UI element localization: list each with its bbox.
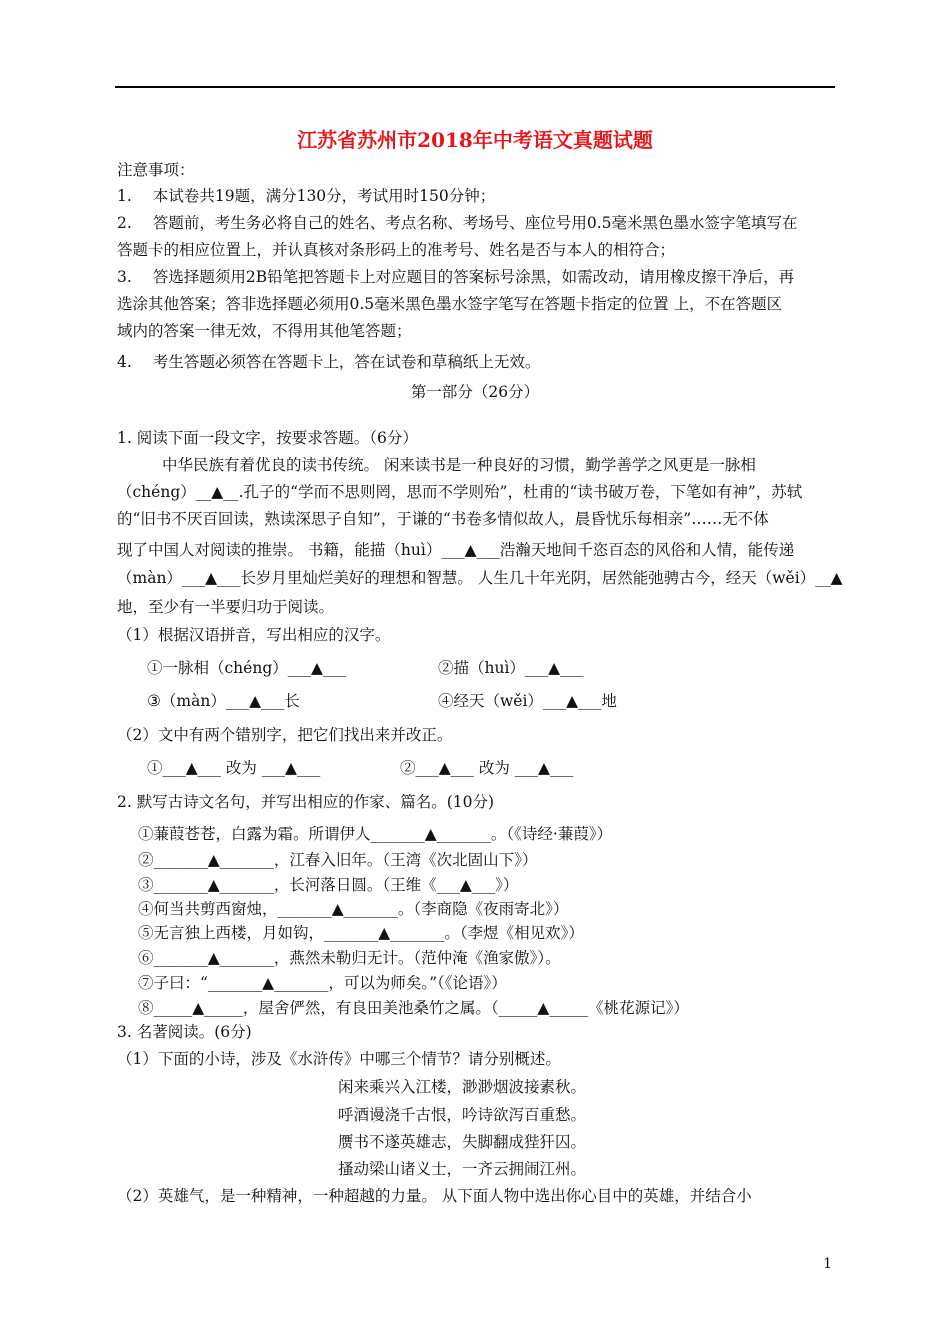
q1-passage-line: （chéng）__▲__.孔子的“学而不思则罔，思而不学则殆”，杜甫的“读书破万卷，下笔如有神”，苏轼 <box>117 483 803 501</box>
q1-passage-line: 地，至少有一半要归功于阅读。 <box>117 598 335 616</box>
q3-poem-line: 闲来乘兴入江楼，渺渺烟波接素秋。 <box>338 1078 587 1096</box>
part1-heading: 第一部分（26分） <box>410 383 540 401</box>
header-rule <box>115 86 835 88</box>
notice-text: 答选择题须用2B铅笔把答题卡上对应题目的答案标号涂黑，如需改动，请用橡皮擦干净后，再 <box>152 268 795 286</box>
notice-text: 答题卡的相应位置上，并认真核对条形码上的准考号、姓名是否与本人的相符合； <box>117 241 676 259</box>
q1-sub1-answer: ②描（huì）___▲___ <box>438 659 584 677</box>
q3-stem: 3. 名著阅读。(6分) <box>117 1023 252 1041</box>
q2-line: ⑧_____▲_____，屋舍俨然，有良田美池桑竹之属。（_____▲_____《桃花源记》） <box>138 999 689 1017</box>
q3-poem-line: 呼酒谩浇千古恨，吟诗欲泻百重愁。 <box>338 1106 587 1124</box>
q1-sub1-prompt: （1）根据汉语拼音，写出相应的汉字。 <box>117 626 391 644</box>
notice-num: 3. <box>117 268 132 286</box>
notice-text: 域内的答案一律无效，不得用其他笔答题； <box>117 322 412 340</box>
q1-sub1-answer: ③（màn）___▲___长 <box>147 692 300 710</box>
q1-passage-line: （màn）___▲___长岁月里灿烂美好的理想和智慧。 人生几十年光阴，居然能弛骋古今，经天（wěi）__▲ <box>117 569 843 587</box>
notice-heading: 注意事项： <box>117 161 195 179</box>
page-title: 江苏省苏州市2018年中考语文真题试题 <box>297 128 653 152</box>
q1-sub2-answer: ①___▲___ 改为 ___▲___ <box>147 759 321 777</box>
q2-line: ③_______▲_______，长河落日圆。（王维《___▲___》） <box>138 876 519 894</box>
notice-text: 答题前，考生务必将自己的姓名、考点名称、考场号、座位号用0.5毫米黑色墨水签字笔填写在 <box>152 214 798 232</box>
q1-sub1-answer: ①一脉相（chéng）___▲___ <box>147 659 347 677</box>
q2-line: ⑤无言独上西楼，月如钩，_______▲_______。（李煜《相见欢》） <box>138 924 584 942</box>
q1-sub2-answer: ②___▲___ 改为 ___▲___ <box>400 759 574 777</box>
notice-text: 选涂其他答案；答非选择题必须用0.5毫米黑色墨水签字笔写在答题卡指定的位置 上，不在答题区 <box>117 295 783 313</box>
q2-line: ⑦子曰：“_______▲_______，可以为师矣。”（《论语》） <box>138 974 507 992</box>
q2-line: ④何当共剪西窗烛，_______▲_______。（李商隐《夜雨寄北》） <box>138 900 569 918</box>
q1-passage-line: 中华民族有着优良的读书传统。 闲来读书是一种良好的习惯，勤学善学之风更是一脉相 <box>162 456 756 474</box>
notice-num: 1. <box>117 187 132 205</box>
q1-passage-line: 现了中国人对阅读的推崇。 书籍，能描（huì）___▲___浩瀚天地间千恣百态的风俗和人情，能传递 <box>117 541 795 559</box>
notice-num: 2. <box>117 214 132 232</box>
q2-line: ①蒹葭苍苍，白露为霜。所谓伊人_______▲_______。（《诗经·蒹葭》） <box>138 825 613 843</box>
page-number: 1 <box>823 1256 832 1272</box>
q1-sub2-prompt: （2）文中有两个错别字，把它们找出来并改正。 <box>117 726 453 744</box>
notice-num: 4. <box>117 353 132 371</box>
q1-stem: 1. 阅读下面一段文字，按要求答题。（6分） <box>117 429 418 447</box>
q2-stem: 2. 默写古诗文名句，并写出相应的作家、篇名。(10分) <box>117 793 495 811</box>
notice-item-4 <box>117 350 540 372</box>
notice-text: 本试卷共19题，满分130分，考试用时150分钟； <box>152 187 496 205</box>
q3-sub1: （1）下面的小诗，涉及《水浒传》中哪三个情节？请分别概述。 <box>117 1050 561 1068</box>
q2-line: ⑥_______▲_______，燕然未勒归无计。（范仲淹《渔家傲》）。 <box>138 949 561 967</box>
q3-poem-line: 赝书不遂英雄志，失脚翻成狴犴囚。 <box>338 1133 587 1151</box>
q1-passage-line: 的“旧书不厌百回读，熟读深思子自知”，于谦的“书卷多情似故人，晨昏忧乐每相亲”……无不体 <box>117 510 769 528</box>
notice-text: 考生答题必须答在答题卡上，答在试卷和草稿纸上无效。 <box>152 353 541 371</box>
q1-sub1-answer: ④经天（wěi）___▲___地 <box>438 692 617 710</box>
notice-item-1 <box>117 184 495 206</box>
q3-poem-line: 搔动梁山诸义士，一齐云拥闹江州。 <box>338 1160 587 1178</box>
notice-item-2 <box>117 211 798 233</box>
q3-sub2: （2）英雄气，是一种精神，一种超越的力量。 从下面人物中选出你心目中的英雄，并结合小 <box>117 1187 752 1205</box>
q2-line: ②_______▲_______，江春入旧年。（王湾《次北固山下》） <box>138 851 538 869</box>
notice-item-3 <box>117 265 794 287</box>
